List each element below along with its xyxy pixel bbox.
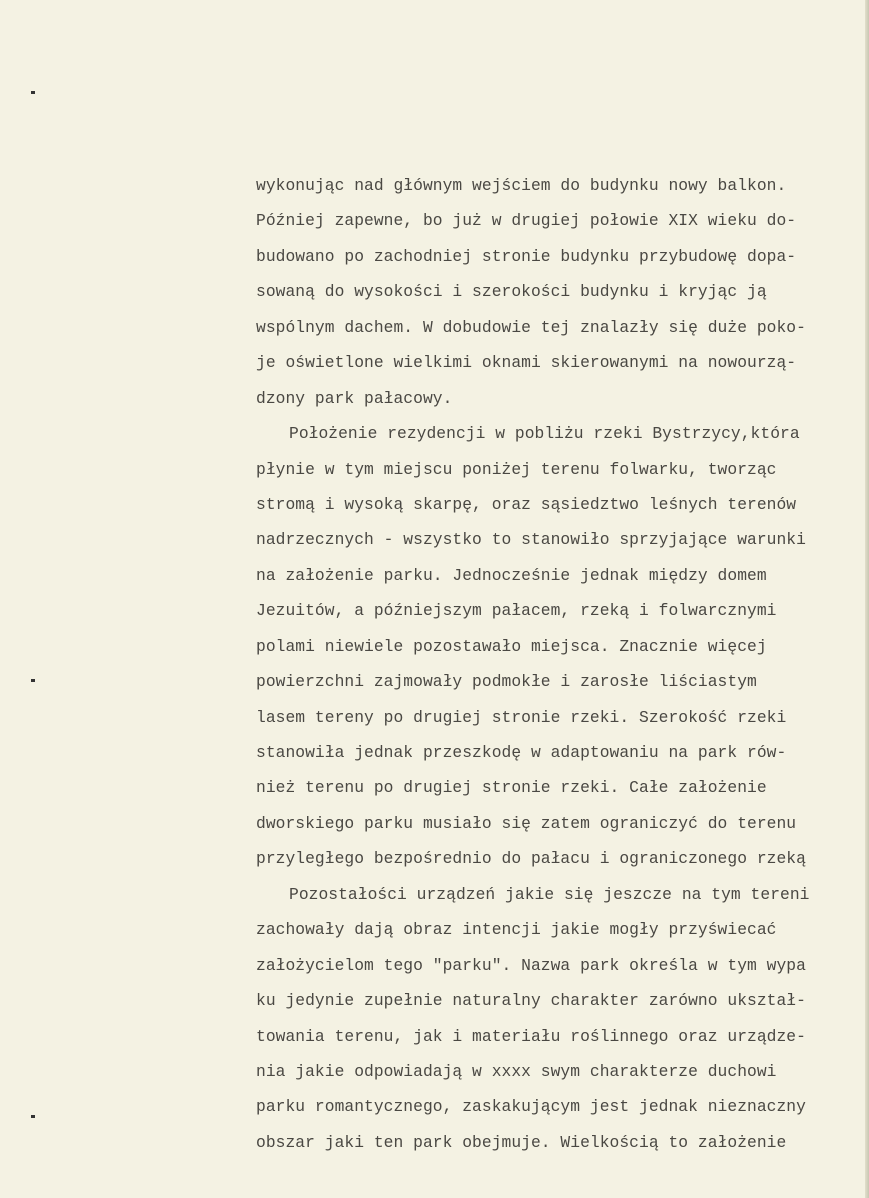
- text-line: płynie w tym miejscu poniżej terenu folwarku, tworząc: [256, 459, 777, 479]
- text-line: parku romantycznego, zaskakującym jest jednak nieznaczny: [256, 1097, 806, 1117]
- text-line: Położenie rezydencji w pobliżu rzeki Bystrzycy,która: [289, 424, 800, 444]
- text-line: dzony park pałacowy.: [256, 388, 453, 408]
- text-line: Pozostałości urządzeń jakie się jeszcze na tym tereni: [289, 884, 810, 904]
- text-line: obszar jaki ten park obejmuje. Wielkością to założenie: [256, 1132, 787, 1152]
- text-line: je oświetlone wielkimi oknami skierowanymi na nowourzą-: [256, 353, 797, 373]
- text-line: lasem tereny po drugiej stronie rzeki. Szerokość rzeki: [256, 707, 787, 727]
- text-line: przyległego bezpośrednio do pałacu i ograniczonego rzeką: [256, 849, 806, 869]
- text-line: budowano po zachodniej stronie budynku przybudowę dopa-: [256, 246, 797, 266]
- text-line: sowaną do wysokości i szerokości budynku i kryjąc ją: [256, 282, 767, 302]
- text-line: polami niewiele pozostawało miejsca. Znacznie więcej: [256, 636, 767, 656]
- text-line: towania terenu, jak i materiału roślinnego oraz urządze-: [256, 1026, 806, 1046]
- margin-mark: [31, 91, 35, 94]
- text-line: zachowały dają obraz intencji jakie mogły przyświecać: [256, 920, 777, 940]
- text-line: dworskiego parku musiało się zatem ograniczyć do terenu: [256, 813, 797, 833]
- text-line: nia jakie odpowiadają w xxxx swym charakterze duchowi: [256, 1061, 777, 1081]
- text-line: powierzchni zajmowały podmokłe i zarosłe liściastym: [256, 672, 757, 692]
- margin-mark: [31, 679, 35, 682]
- text-line: założycielom tego "parku". Nazwa park określa w tym wypa: [256, 955, 806, 975]
- text-line: na założenie parku. Jednocześnie jednak między domem: [256, 565, 767, 585]
- text-line: stanowiła jednak przeszkodę w adaptowaniu na park rów-: [256, 743, 787, 762]
- text-line: ku jedynie zupełnie naturalny charakter zarówno ukształ-: [256, 991, 806, 1011]
- text-line: Później zapewne, bo już w drugiej połowie XIX wieku do-: [256, 211, 797, 231]
- text-line: wspólnym dachem. W dobudowie tej znalazły się duże poko-: [256, 317, 806, 337]
- text-line: wykonując nad głównym wejściem do budynku nowy balkon.: [256, 176, 787, 195]
- text-line: nadrzecznych - wszystko to stanowiło sprzyjające warunki: [256, 530, 806, 550]
- margin-mark: [31, 1115, 35, 1118]
- text-line: nież terenu po drugiej stronie rzeki. Całe założenie: [256, 778, 767, 798]
- text-line: stromą i wysoką skarpę, oraz sąsiedztwo leśnych terenów: [256, 494, 797, 514]
- typed-page-body: [256, 168, 869, 1160]
- text-line: Jezuitów, a późniejszym pałacem, rzeką i folwarcznymi: [256, 601, 777, 621]
